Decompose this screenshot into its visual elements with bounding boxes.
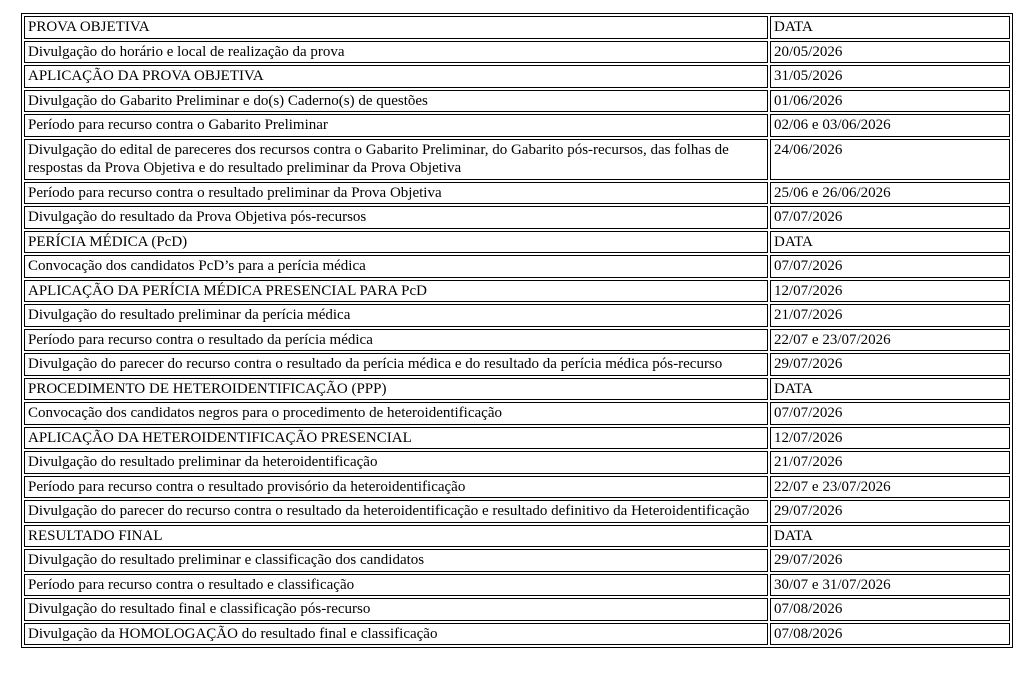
- schedule-row: [24, 549, 1010, 572]
- date-cell: 29/07/2026: [770, 500, 1010, 523]
- date-cell: 07/07/2026: [770, 206, 1010, 229]
- schedule-row: [24, 255, 1010, 278]
- date-header-cell: DATA: [770, 231, 1010, 254]
- date-cell: 07/08/2026: [770, 623, 1010, 646]
- event-cell: Divulgação do resultado preliminar e classificação dos candidatos: [24, 549, 768, 572]
- date-cell: 25/06 e 26/06/2026: [770, 182, 1010, 205]
- schedule-row: [24, 65, 1010, 88]
- event-cell: Divulgação do horário e local de realização da prova: [24, 41, 768, 64]
- date-cell: 01/06/2026: [770, 90, 1010, 113]
- section-title-cell: PROCEDIMENTO DE HETEROIDENTIFICAÇÃO (PPP): [24, 378, 768, 401]
- schedule-row: [24, 623, 1010, 646]
- section-header-row: [24, 16, 1010, 39]
- event-cell: Convocação dos candidatos negros para o procedimento de heteroidentificação: [24, 402, 768, 425]
- date-header-cell: DATA: [770, 16, 1010, 39]
- event-cell: Divulgação do resultado da Prova Objetiva pós-recursos: [24, 206, 768, 229]
- event-cell: APLICAÇÃO DA PERÍCIA MÉDICA PRESENCIAL PARA PcD: [24, 280, 768, 303]
- event-cell: Divulgação do parecer do recurso contra o resultado da heteroidentificação e resultado definitivo da Heteroidentificação: [24, 500, 768, 523]
- schedule-row: [24, 206, 1010, 229]
- date-cell: 29/07/2026: [770, 549, 1010, 572]
- date-cell: 22/07 e 23/07/2026: [770, 329, 1010, 352]
- section-title-cell: RESULTADO FINAL: [24, 525, 768, 548]
- schedule-row: [24, 114, 1010, 137]
- schedule-row: [24, 451, 1010, 474]
- date-header-cell: DATA: [770, 525, 1010, 548]
- event-cell: Período para recurso contra o resultado provisório da heteroidentificação: [24, 476, 768, 499]
- section-header-row: [24, 525, 1010, 548]
- event-cell: Divulgação do resultado final e classificação pós-recurso: [24, 598, 768, 621]
- event-cell: Divulgação do resultado preliminar da perícia médica: [24, 304, 768, 327]
- section-title-cell: PERÍCIA MÉDICA (PcD): [24, 231, 768, 254]
- schedule-row: [24, 500, 1010, 523]
- schedule-table: [21, 13, 1013, 648]
- event-cell: Período para recurso contra o resultado preliminar da Prova Objetiva: [24, 182, 768, 205]
- date-cell: 22/07 e 23/07/2026: [770, 476, 1010, 499]
- schedule-row: [24, 427, 1010, 450]
- schedule-row: [24, 90, 1010, 113]
- date-cell: 07/07/2026: [770, 402, 1010, 425]
- date-cell: 07/08/2026: [770, 598, 1010, 621]
- schedule-row: [24, 353, 1010, 376]
- event-cell: Período para recurso contra o resultado da perícia médica: [24, 329, 768, 352]
- date-cell: 07/07/2026: [770, 255, 1010, 278]
- date-cell: 12/07/2026: [770, 427, 1010, 450]
- section-header-row: [24, 378, 1010, 401]
- schedule-row: [24, 304, 1010, 327]
- schedule-row: [24, 574, 1010, 597]
- event-cell: Divulgação da HOMOLOGAÇÃO do resultado final e classificação: [24, 623, 768, 646]
- event-cell: Período para recurso contra o resultado e classificação: [24, 574, 768, 597]
- section-header-row: [24, 231, 1010, 254]
- schedule-row: [24, 182, 1010, 205]
- date-header-cell: DATA: [770, 378, 1010, 401]
- event-cell: Divulgação do Gabarito Preliminar e do(s) Caderno(s) de questões: [24, 90, 768, 113]
- date-cell: 24/06/2026: [770, 139, 1010, 180]
- schedule-row: [24, 41, 1010, 64]
- event-cell: Divulgação do edital de pareceres dos recursos contra o Gabarito Preliminar, do Gabarito pós-recursos, das folhas de respostas da Prova Objetiva e do resultado preliminar da Prova Objetiva: [24, 139, 768, 180]
- schedule-body: [24, 16, 1010, 645]
- date-cell: 20/05/2026: [770, 41, 1010, 64]
- event-cell: Divulgação do parecer do recurso contra o resultado da perícia médica e do resultado da perícia médica pós-recurso: [24, 353, 768, 376]
- schedule-row: [24, 329, 1010, 352]
- date-cell: 21/07/2026: [770, 304, 1010, 327]
- date-cell: 29/07/2026: [770, 353, 1010, 376]
- event-cell: Convocação dos candidatos PcD’s para a perícia médica: [24, 255, 768, 278]
- section-title-cell: PROVA OBJETIVA: [24, 16, 768, 39]
- schedule-row: [24, 402, 1010, 425]
- event-cell: Período para recurso contra o Gabarito Preliminar: [24, 114, 768, 137]
- schedule-row: [24, 280, 1010, 303]
- date-cell: 21/07/2026: [770, 451, 1010, 474]
- schedule-row: [24, 476, 1010, 499]
- event-cell: APLICAÇÃO DA PROVA OBJETIVA: [24, 65, 768, 88]
- date-cell: 31/05/2026: [770, 65, 1010, 88]
- schedule-row: [24, 139, 1010, 180]
- date-cell: 30/07 e 31/07/2026: [770, 574, 1010, 597]
- event-cell: Divulgação do resultado preliminar da heteroidentificação: [24, 451, 768, 474]
- schedule-row: [24, 598, 1010, 621]
- date-cell: 02/06 e 03/06/2026: [770, 114, 1010, 137]
- date-cell: 12/07/2026: [770, 280, 1010, 303]
- event-cell: APLICAÇÃO DA HETEROIDENTIFICAÇÃO PRESENCIAL: [24, 427, 768, 450]
